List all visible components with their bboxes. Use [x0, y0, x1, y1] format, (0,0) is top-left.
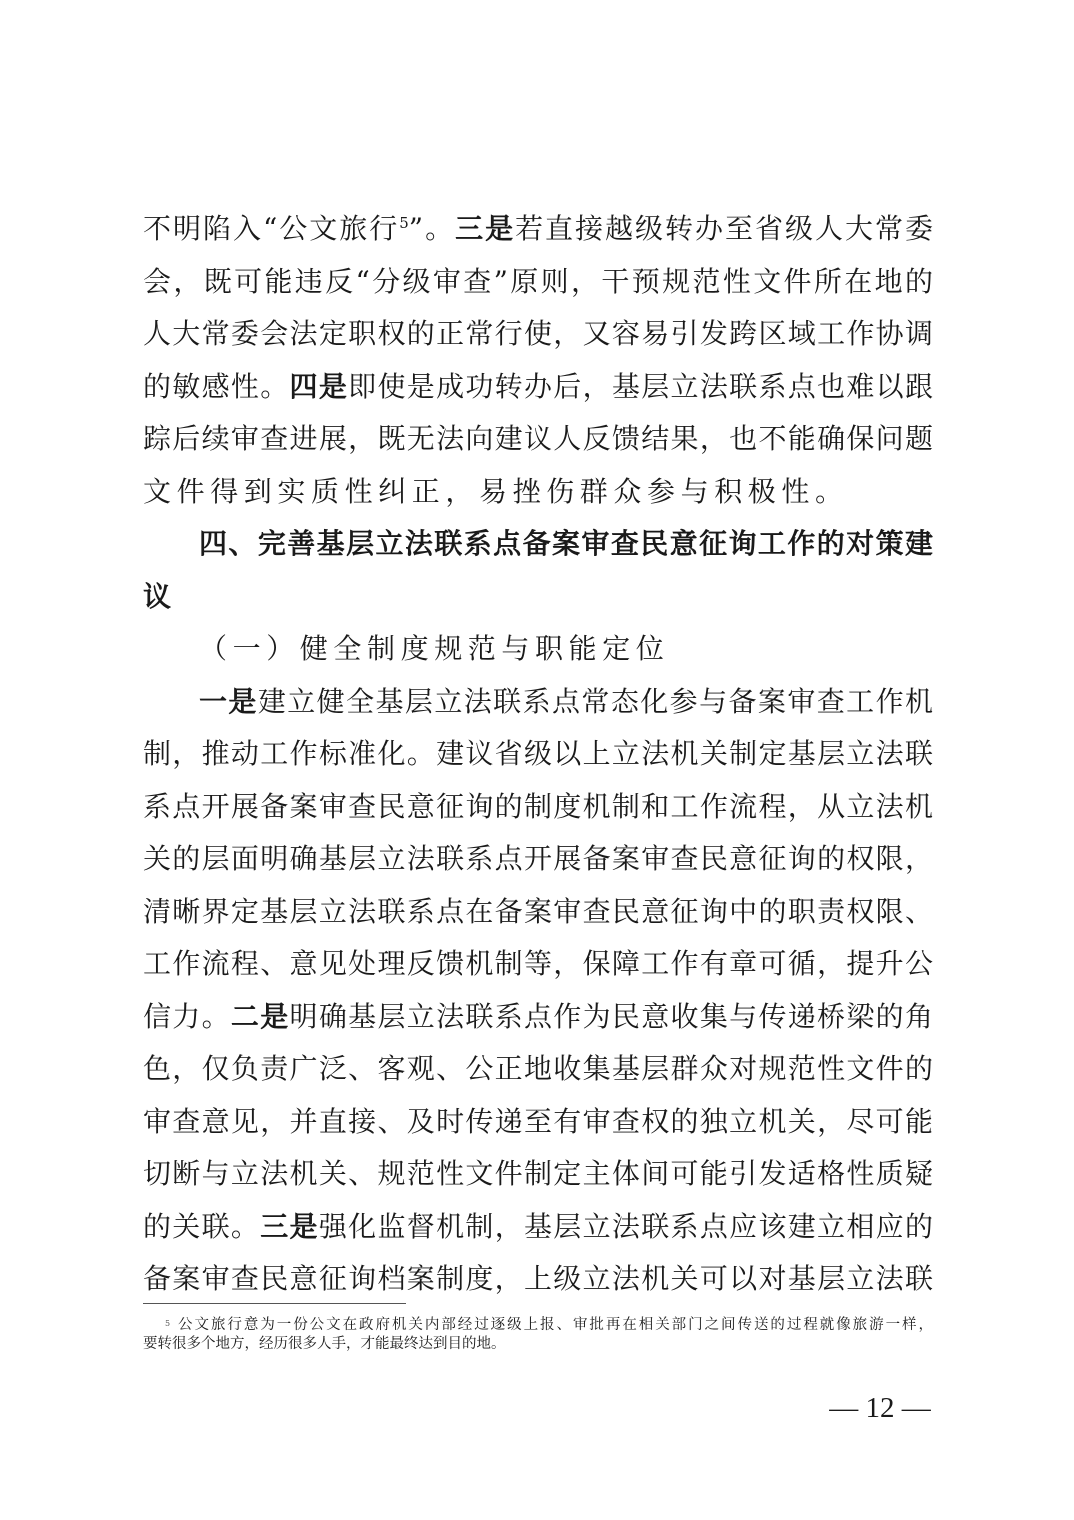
text-line: 踪后续审查进展，既无法向建议人反馈结果，也不能确保问题: [143, 422, 933, 455]
subsection-heading: （一）健全制度规范与职能定位: [199, 632, 670, 665]
footnote-separator: [143, 1303, 406, 1304]
body-text: [143, 203, 933, 1306]
text-line: 备案审查民意征询档案制度，上级立法机关可以对基层立法联: [143, 1262, 933, 1295]
text-line: 审查意见，并直接、及时传递至有审查权的独立机关，尽可能: [143, 1104, 933, 1138]
text-run: 建立健全基层立法联系点常态化参与备案审查工作机: [257, 684, 933, 718]
text-line: 制，推动工作标准化。建议省级以上立法机关制定基层立法联: [143, 737, 933, 770]
footnote-marker: 5: [165, 1319, 171, 1328]
text-line: 色，仅负责广泛、客观、公正地收集基层群众对规范性文件的: [143, 1052, 933, 1085]
text-line: 切断与立法机关、规范性文件制定主体间可能引发适格性质疑: [143, 1157, 933, 1190]
text-line: [143, 203, 933, 256]
bold-lead: 三是: [455, 212, 516, 245]
text-line: 文件得到实质性纠正，易挫伤群众参与积极性。: [143, 474, 849, 508]
bold-lead: 三是: [260, 1209, 319, 1243]
section-heading-line: 议: [143, 579, 177, 613]
text-line: 关的层面明确基层立法联系点开展备案审查民意征询的权限，: [143, 842, 933, 875]
text-run: ”。: [408, 212, 456, 245]
text-line: 人大常委会法定职权的正常行使，又容易引发跨区域工作协调: [143, 317, 933, 350]
text-line: 清晰界定基层立法联系点在备案审查民意征询中的职责权限、: [143, 894, 933, 928]
text-line: [143, 676, 933, 729]
text-line: [143, 991, 933, 1044]
text-run: 不明陷入“公文旅行: [143, 212, 400, 245]
section-heading-line: 四、完善基层立法联系点备案审查民意征询工作的对策建: [199, 527, 933, 560]
footnote-text: 公文旅行意为一份公文在政府机关内部经过逐级上报、审批再在相关部门之间传送的过程就像旅游一样，: [176, 1317, 933, 1333]
text-run: 若直接越级转办至省级人大常委: [515, 212, 933, 245]
bold-lead: 四是: [289, 369, 349, 403]
text-run: 的敏感性。: [143, 369, 290, 403]
text-run: 强化监督机制，基层立法联系点应该建立相应的: [318, 1209, 933, 1243]
text-line: 工作流程、意见处理反馈机制等，保障工作有章可循，提升公: [143, 947, 933, 980]
page-number: — 12 —: [829, 1392, 931, 1424]
footnote-line: [143, 1316, 933, 1335]
text-line: 会，既可能违反“分级审查”原则，干预规范性文件所在地的: [143, 264, 933, 298]
text-line: [143, 361, 933, 414]
text-line: [143, 1201, 933, 1254]
text-run: 信力。: [143, 999, 231, 1033]
bold-lead: 一是: [199, 684, 258, 718]
text-line: 系点开展备案审查民意征询的制度机制和工作流程，从立法机: [143, 789, 933, 823]
footnote-line: 要转很多个地方，经历很多人手，才能最终达到目的地。: [143, 1336, 506, 1352]
text-run: 的关联。: [143, 1209, 261, 1243]
bold-lead: 二是: [230, 999, 290, 1033]
text-run: 明确基层立法联系点作为民意收集与传递桥梁的角: [289, 999, 933, 1033]
footnote: [143, 1316, 933, 1354]
text-run: 即使是成功转办后，基层立法联系点也难以跟: [348, 369, 933, 403]
footnote-reference[interactable]: 5: [399, 214, 409, 232]
